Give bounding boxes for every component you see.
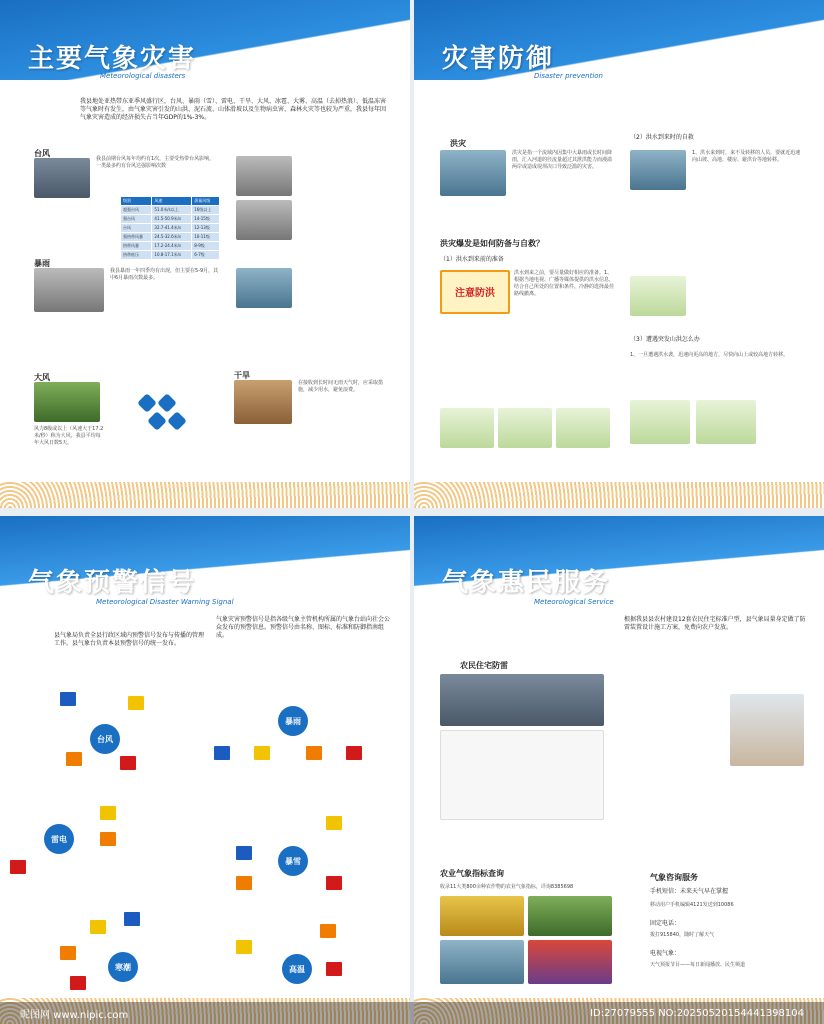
house-info-box bbox=[440, 730, 604, 820]
signal-red-icon bbox=[326, 876, 342, 890]
rain-image bbox=[34, 268, 104, 312]
consult-heading: 气象咨询服务 bbox=[650, 873, 698, 882]
sign-label: 注意防洪 bbox=[455, 288, 495, 299]
watermark-bar bbox=[0, 1002, 824, 1024]
hex-icon bbox=[137, 393, 157, 413]
signal-yellow-icon bbox=[128, 696, 144, 710]
drought-image bbox=[234, 380, 292, 424]
signal-orange-icon bbox=[100, 832, 116, 846]
wave-pattern bbox=[414, 482, 824, 508]
watermark-left: 昵图网 www.nipic.com bbox=[20, 1009, 129, 1021]
emergency-cartoon bbox=[630, 400, 690, 444]
signal-orange-icon bbox=[66, 752, 82, 766]
flood-text: 洪灾是指一个流域内因集中大暴雨或长时间降雨，汇入河道的径流量超过其泄洪能力而漫溢两岸或造成堤坝决口导致泛滥的灾害。 bbox=[512, 150, 613, 170]
section-text: 我县暴雨一年四季均有出现，但主要在5-9月，其中6月暴雨次数最多。 bbox=[110, 268, 219, 281]
panel-title: 灾害防御 bbox=[442, 44, 555, 74]
section-text: 我县前期台风每年均约有1次，主要受热带台风影响，一类最多约有台风达强影响次数 bbox=[96, 156, 215, 169]
signal-blue-icon bbox=[214, 746, 230, 760]
node-coldwave: 寒潮 bbox=[108, 952, 138, 982]
panel-title: 气象惠民服务 bbox=[442, 568, 611, 598]
signal-orange-icon bbox=[306, 746, 322, 760]
signal-yellow-icon bbox=[326, 816, 342, 830]
panel-subtitle: Meteorological disasters bbox=[100, 72, 186, 80]
lifebuoy-cartoon bbox=[696, 400, 756, 444]
consult-item: 天气预报节目——每日新闻播放、民生频道 bbox=[650, 962, 746, 968]
signal-blue-icon bbox=[236, 846, 252, 860]
signal-yellow-icon bbox=[100, 806, 116, 820]
node-hightemp: 高温 bbox=[282, 954, 312, 984]
consult-item: 电视气象： bbox=[650, 950, 681, 957]
signal-orange-icon bbox=[236, 876, 252, 890]
section-text: 在接收到长时间无雨天气时，应采取措施，减少用水，避免浪费。 bbox=[298, 380, 384, 393]
warning-sign bbox=[440, 270, 510, 314]
storm-image-1 bbox=[236, 156, 292, 196]
signal-yellow-icon bbox=[90, 920, 106, 934]
panel-major-disasters bbox=[0, 0, 410, 508]
flood-cartoon-2 bbox=[498, 408, 552, 448]
house-heading: 农民住宅防雷 bbox=[460, 661, 508, 670]
node-typhoon: 台风 bbox=[90, 724, 120, 754]
signal-red-icon bbox=[10, 860, 26, 874]
q2-heading: （2）洪水到来时的自救 bbox=[630, 134, 694, 141]
hex-icon bbox=[147, 411, 167, 431]
intro-left: 县气象局负责全县行政区域内预警信号发布与传播的管理工作。县气象台负责本县预警信号的统一发布。 bbox=[54, 632, 205, 647]
flood-image bbox=[236, 268, 292, 308]
flood-cartoon-1 bbox=[440, 408, 494, 448]
consult-item: 拨打915840，随时了解天气 bbox=[650, 932, 715, 938]
watermark-right: ID:27079555 NO:20250520154441398104 bbox=[590, 1007, 804, 1019]
house-image bbox=[730, 694, 804, 766]
typhoon-table: 级别 风速 蒲福风级 超强台风 51.0米/s以上 16级以上 强台风 41.5-50.9米/s 14-15级 台风 32.7-41.4米/s 12-13级 强热带风暴 24.5-32.6米/s 10-11级 热带风暴 17.2-24.4米/s 8-9级 热带低压 10.8-17.1米/s 6-7级 bbox=[120, 196, 220, 260]
wind-image bbox=[34, 382, 100, 422]
section-heading: 干旱 bbox=[234, 371, 250, 380]
question-heading: 洪灾爆发是如何防备与自救？ bbox=[440, 239, 544, 248]
agri-text: 收录11大类800余种农作物的农业气象指标，详询8385698 bbox=[440, 884, 574, 890]
section-heading: 台风 bbox=[34, 149, 50, 158]
signal-red-icon bbox=[326, 962, 342, 976]
q2-text: 1、洪水来到时，来不及转移的人员，要就近迅速向山坡、高地、楼房、避洪台等地转移。 bbox=[692, 150, 801, 163]
panel-subtitle: Disaster prevention bbox=[534, 72, 603, 80]
vegetables-image bbox=[528, 896, 612, 936]
signal-red-icon bbox=[346, 746, 362, 760]
intro-text: 根据我县县农村建设12套农民住宅标准户型，县气象局量身定做了防雷装置设计施工方案，免费向农户发放。 bbox=[624, 616, 806, 631]
signal-orange-icon bbox=[60, 946, 76, 960]
agri-heading: 农业气象指标查询 bbox=[440, 869, 504, 878]
wave-pattern bbox=[0, 482, 410, 508]
lightning-image bbox=[440, 674, 604, 726]
signal-red-icon bbox=[70, 976, 86, 990]
flood-image bbox=[440, 150, 506, 196]
consult-item: 移动用户手机编辑4121发送到10086 bbox=[650, 902, 734, 908]
panel-warning-signals bbox=[0, 516, 410, 1024]
panel-title: 气象预警信号 bbox=[28, 568, 197, 598]
signal-orange-icon bbox=[320, 924, 336, 938]
rescue-cartoon bbox=[630, 276, 686, 316]
fruit-image bbox=[528, 940, 612, 984]
node-rainstorm: 暴雨 bbox=[278, 706, 308, 736]
consult-item: 固定电话： bbox=[650, 920, 681, 927]
hex-icon bbox=[157, 393, 177, 413]
panel-meteorological-service bbox=[414, 516, 824, 1024]
signal-blue-icon bbox=[60, 692, 76, 706]
section-text: 风力8级或以上（风速大于17.2米/秒）称为大风，我县平均每年大风日数5天。 bbox=[34, 426, 104, 446]
panel-subtitle: Meteorological Disaster Warning Signal bbox=[96, 598, 234, 606]
intro-right: 气象灾害预警信号是指各级气象主管机构所属的气象台站向社会公众发布的预警信息。预警信号由名称、图标、标准和防御指南组成。 bbox=[216, 616, 391, 639]
signal-yellow-icon bbox=[254, 746, 270, 760]
panel-title: 主要气象灾害 bbox=[28, 44, 197, 74]
q3-heading: （3）遭遇突发山洪怎么办 bbox=[630, 336, 700, 343]
panel-disaster-prevention bbox=[414, 0, 824, 508]
q3-text: 1、一旦遭遇洪水袭，迅速向更高的地方，尽快向山上或较高地方转移。 bbox=[630, 352, 789, 358]
fish-image bbox=[440, 940, 524, 984]
rice-image bbox=[440, 896, 524, 936]
signal-blue-icon bbox=[124, 912, 140, 926]
storm-image-2 bbox=[236, 200, 292, 240]
rescue-image bbox=[630, 150, 686, 190]
q1-text: 洪水到来之前，要尽量做好相应的准备。1、根据当地电视、广播等媒体提供的洪水信息，结合自己所处的位置和条件，冷静的选择最佳路线撤离。 bbox=[514, 270, 615, 297]
typhoon-image bbox=[34, 158, 90, 198]
hex-icon bbox=[167, 411, 187, 431]
intro-text: 我县地处亚热带东亚季风盛行区，台风、暴雨（雪）、雷电、干旱、大风、冰雹、大雾、高温（去掉热浪）、低温冻害等气象时有发生，由气象灾害引发的山洪、泥石流、山体滑坡以及生物病虫害、森林火灾等也较为严重，我县每年因气象灾害造成的经济损失占当年GDP的1%-3%。 bbox=[80, 98, 387, 121]
flood-cartoon-3 bbox=[556, 408, 610, 448]
flood-heading: 洪灾 bbox=[450, 139, 466, 148]
signal-red-icon bbox=[120, 756, 136, 770]
node-thunder: 雷电 bbox=[44, 824, 74, 854]
consult-item: 手机短信：未来天气早在掌握 bbox=[650, 888, 729, 895]
node-snowstorm: 暴雪 bbox=[278, 846, 308, 876]
section-heading: 暴雨 bbox=[34, 259, 50, 268]
panel-subtitle: Meteorological Service bbox=[534, 598, 614, 606]
q1-heading: （1）洪水到来前的准备 bbox=[440, 256, 504, 263]
section-heading: 大风 bbox=[34, 373, 50, 382]
signal-yellow-icon bbox=[236, 940, 252, 954]
